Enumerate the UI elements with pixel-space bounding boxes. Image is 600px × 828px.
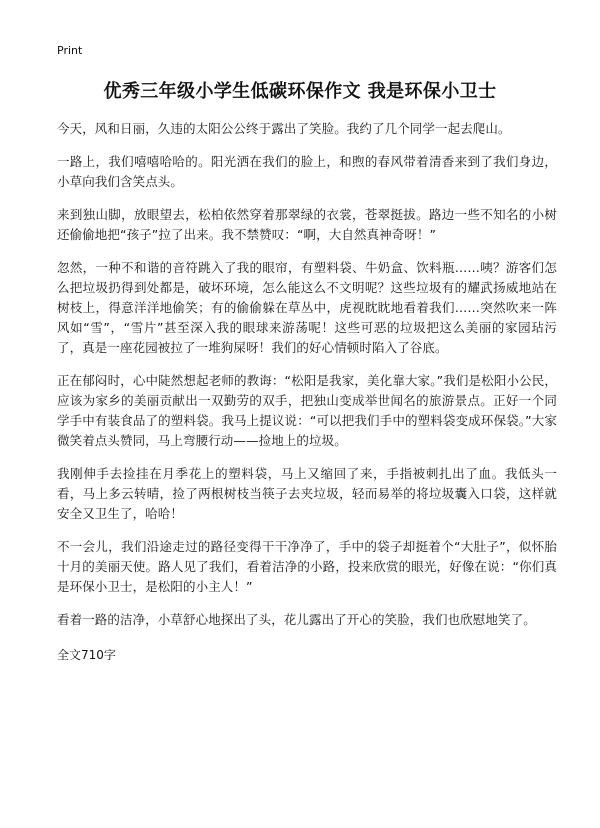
paragraph-6: 我刚伸手去捡挂在月季花上的塑料袋，马上又缩回了来，手指被刺扎出了血。我低头一看，马上多云转晴，捡了两根树枝当筷子去夹垃圾，轻而易举的将垃圾囊入口袋，这样就安全又卫生了，哈哈！ [57,466,557,521]
print-link[interactable]: Print [57,44,83,57]
article-title: 优秀三年级小学生低碳环保作文 我是环保小卫士 [103,81,497,102]
paragraph-7: 不一会儿，我们沿途走过的路径变得干干净净了，手中的袋子却挺着个“大肚子”，似怀胎十月的美丽天使。路人见了我们，看着洁净的小路，投来欣赏的眼光，好像在说：“你们真是环保小卫士，是松阳的小主人！” [57,539,557,594]
paragraph-4: 忽然，一种不和谐的音符跳入了我的眼帘，有塑料袋、牛奶盒、饮料瓶……咦？游客们怎么把垃圾扔得到处都是，破坏环境，怎么能这么不文明呢？这些垃圾有的耀武扬威地站在树枝上，得意洋洋地偷笑；有的偷偷躲在草丛中，虎视眈眈地看着我们……突然吹来一阵风如“雪”，“雪片”甚至深入我的眼球来游荡呢！这些可恶的垃圾把这么美丽的家园玷污了，真是一座花园被拉了一堆狗屎呀！我们的好心情顿时陷入了谷底。 [57,260,557,355]
paragraph-5: 正在郁闷时，心中陡然想起老师的教诲：“松阳是我家，美化靠大家。”我们是松阳小公民，应该为家乡的美丽贡献出一双勤劳的双手，把独山变成举世闻名的旅游景点。正好一个同学手中有装食品了的塑料袋。我马上提议说：“可以把我们手中的塑料袋变成环保袋。”大家微笑着点头赞同，马上弯腰行动——捡地上的垃圾。 [57,373,557,448]
paragraph-2: 一路上，我们嘻嘻哈哈的。阳光洒在我们的脸上，和煦的春风带着清香来到了我们身边，小草向我们含笑点头。 [57,154,557,189]
paragraph-1: 今天，风和日丽，久违的太阳公公终于露出了笑脸。我约了几个同学一起去爬山。 [57,121,511,136]
article-body [57,119,557,664]
paragraph-8: 看着一路的洁净，小草舒心地探出了头，花儿露出了开心的笑脸，我们也欣慰地笑了。 [57,612,536,627]
word-count: 全文710字 [57,648,116,662]
paragraph-3: 来到独山脚，放眼望去，松柏依然穿着那翠绿的衣裳，苍翠挺拔。路边一些不知名的小树还偷偷地把“孩子”拉了出来。我不禁赞叹：“啊，大自然真神奇呀！” [57,207,557,242]
